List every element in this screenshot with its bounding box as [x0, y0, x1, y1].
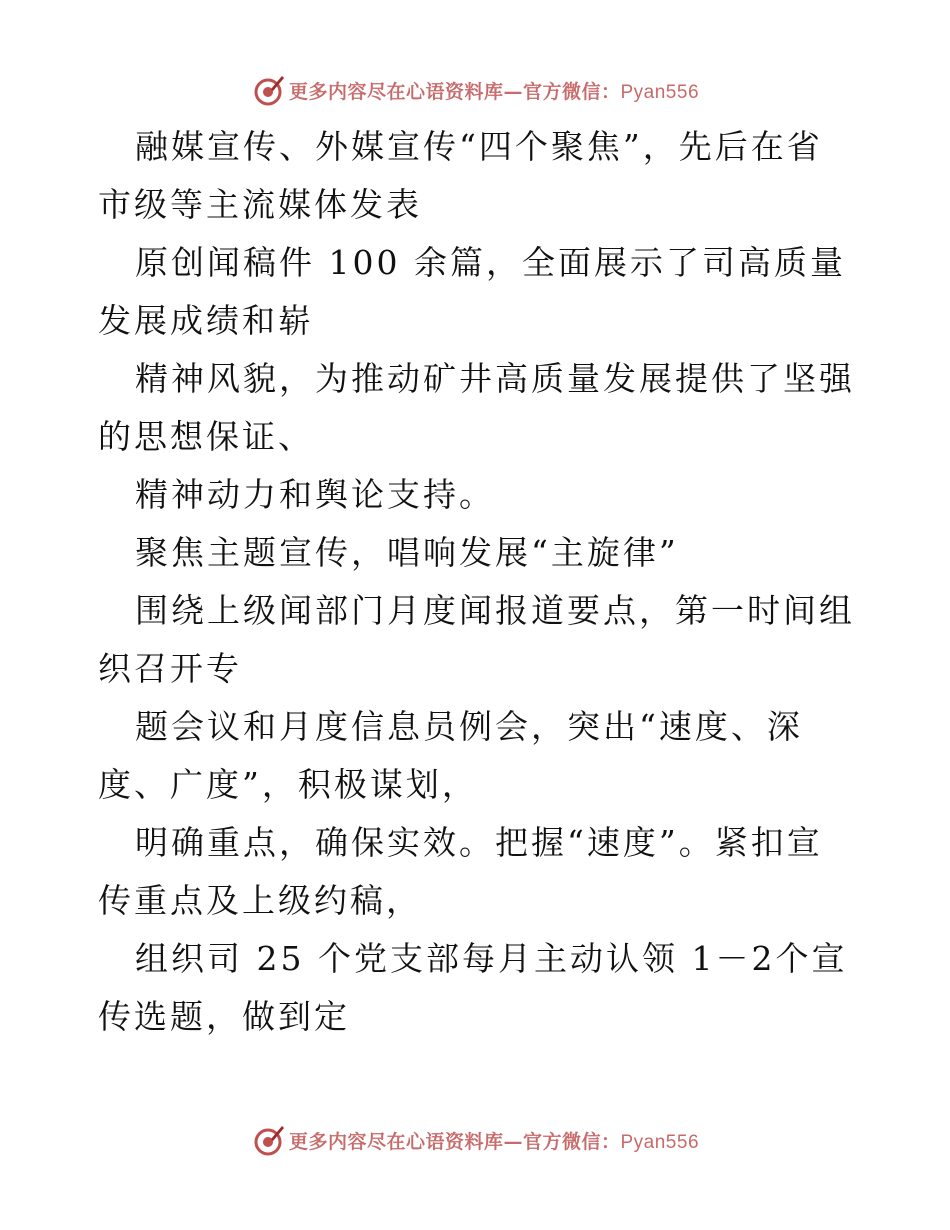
paragraph: 组织司 25 个党支部每月主动认领 1－2个宣传选题，做到定 — [98, 939, 848, 1036]
paragraph: 精神风貌，为推动矿井高质量发展提供了坚强的思想保证、 — [98, 359, 855, 456]
paragraph: 围绕上级闻部门月度闻报道要点，第一时间组织召开专 — [98, 591, 855, 688]
paragraph: 聚焦主题宣传，唱响发展“主旋律” — [135, 533, 679, 572]
paragraph: 题会议和月度信息员例会，突出“速度、深度、广度”，积极谋划， — [98, 707, 803, 804]
paragraph: 融媒宣传、外媒宣传“四个聚焦”，先后在省市级等主流媒体发表 — [98, 127, 823, 224]
red-quill-seal-icon — [251, 1123, 285, 1157]
red-quill-seal-icon — [251, 73, 285, 107]
paragraph: 原创闻稿件 100 余篇，全面展示了司高质量发展成绩和崭 — [98, 243, 846, 340]
paragraph: 精神动力和舆论支持。 — [135, 475, 495, 514]
watermark-text: 更多内容尽在心语资料库—官方微信：Pyan556 — [288, 80, 700, 103]
watermark-text: 更多内容尽在心语资料库—官方微信：Pyan556 — [288, 1130, 700, 1153]
header-watermark-banner — [0, 70, 950, 110]
paragraph: 明确重点，确保实效。把握“速度”。紧扣宣传重点及上级约稿， — [98, 823, 823, 920]
document-body — [98, 118, 858, 1046]
footer-watermark-banner — [0, 1120, 950, 1160]
